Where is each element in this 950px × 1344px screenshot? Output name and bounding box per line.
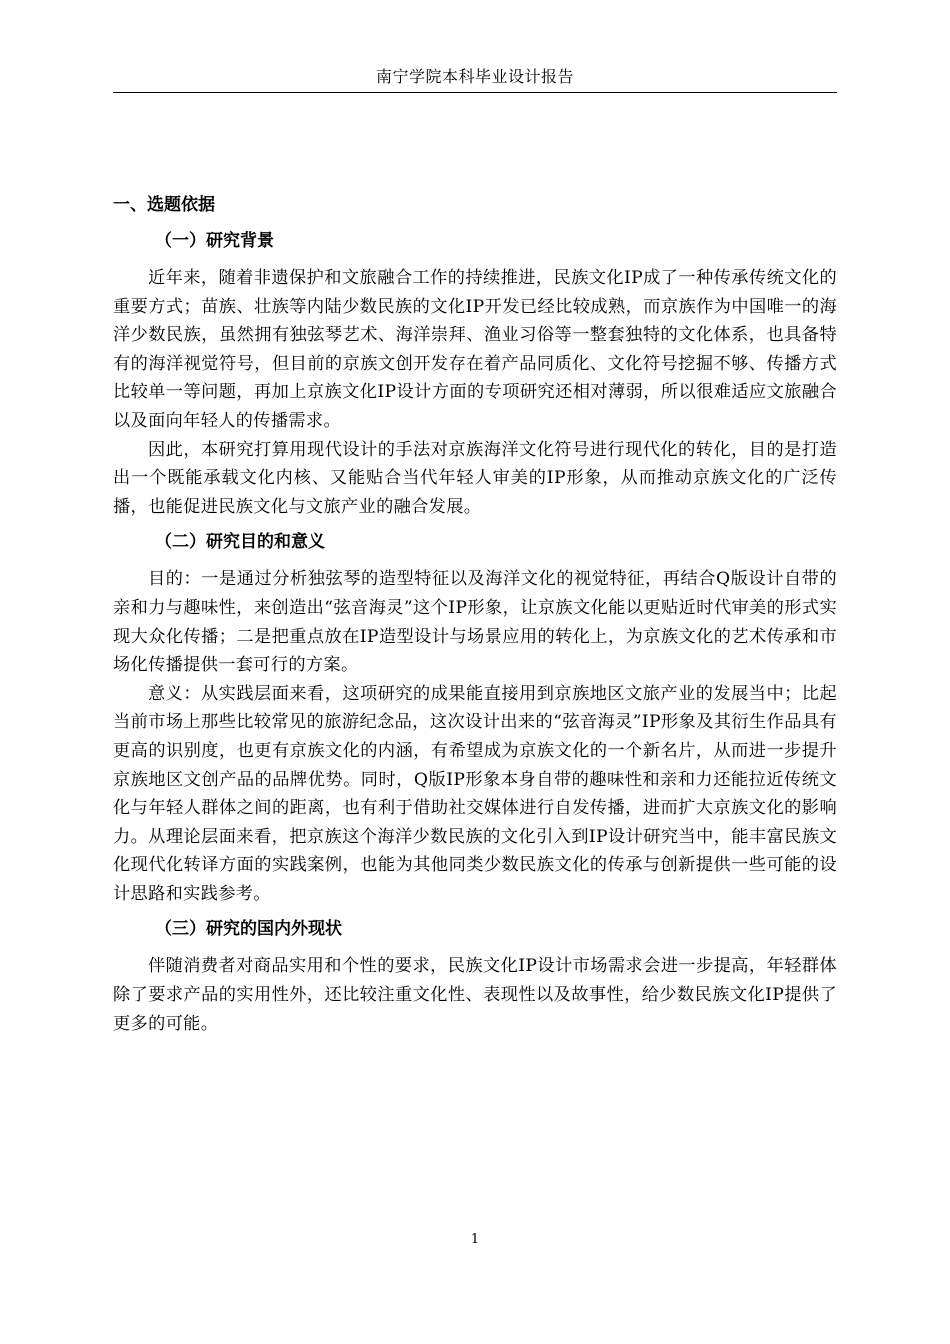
document-body (113, 188, 837, 1038)
paragraph: 近年来，随着非遗保护和文旅融合工作的持续推进，民族文化IP成了一种传承传统文化的重要方式；苗族、壮族等内陆少数民族的文化IP开发已经比较成熟，而京族作为中国唯一的海洋少数民族，虽然拥有独弦琴艺术、海洋崇拜、渔业习俗等一整套独特的文化体系，也具备特有的海洋视觉符号，但目前的京族文创开发存在着产品同质化、文化符号挖掘不够、传播方式比较单一等问题，再加上京族文化IP设计方面的专项研究还相对薄弱，所以很难适应文旅融合以及面向年轻人的传播需求。 (113, 268, 837, 431)
subsection-heading-purpose: （二）研究目的和意义 (155, 532, 325, 553)
subsection-heading-status: （三）研究的国内外现状 (155, 919, 342, 940)
section-heading: 一、选题依据 (113, 195, 215, 215)
paragraph: 因此，本研究打算用现代设计的手法对京族海洋文化符号进行现代化的转化，目的是打造出一个既能承载文化内核、又能贴合当代年轻人审美的IP形象，从而推动京族文化的广泛传播，也能促进民族文化与文旅产业的融合发展。 (113, 439, 837, 517)
subsection-heading-background: （一）研究背景 (155, 231, 274, 251)
paragraph: 伴随消费者对商品实用和个性的要求，民族文化IP设计市场需求会进一步提高，年轻群体除了要求产品的实用性外，还比较注重文化性、表现性以及故事性，给少数民族文化IP提供了更多的可能。 (113, 956, 837, 1034)
page-number: 1 (470, 1232, 480, 1247)
paragraph: 意义：从实践层面来看，这项研究的成果能直接用到京族地区文旅产业的发展当中；比起当前市场上那些比较常见的旅游纪念品，这次设计出来的“弦音海灵”IP形象及其衍生作品具有更高的识别度，也更有京族文化的内涵，有希望成为京族文化的一个新名片，从而进一步提升京族地区文创产品的品牌优势。同时，Q版IP形象本身自带的趣味性和亲和力还能拉近传统文化与年轻人群体之间的距离，也有利于借助社交媒体进行自发传播，进而扩大京族文化的影响力。从理论层面来看，把京族这个海洋少数民族的文化引入到IP设计研究当中，能丰富民族文化现代化转译方面的实践案例，也能为其他同类少数民族文化的传承与创新提供一些可能的设计思路和实践参考。 (113, 683, 837, 904)
paragraph: 目的：一是通过分析独弦琴的造型特征以及海洋文化的视觉特征，再结合Q版设计自带的亲和力与趣味性，来创造出“弦音海灵”这个IP形象，让京族文化能以更贴近时代审美的形式实现大众化传播；二是把重点放在IP造型设计与场景应用的转化上，为京族文化的艺术传承和市场化传播提供一套可行的方案。 (113, 569, 837, 676)
page-header: 南宁学院本科毕业设计报告 (113, 62, 837, 93)
